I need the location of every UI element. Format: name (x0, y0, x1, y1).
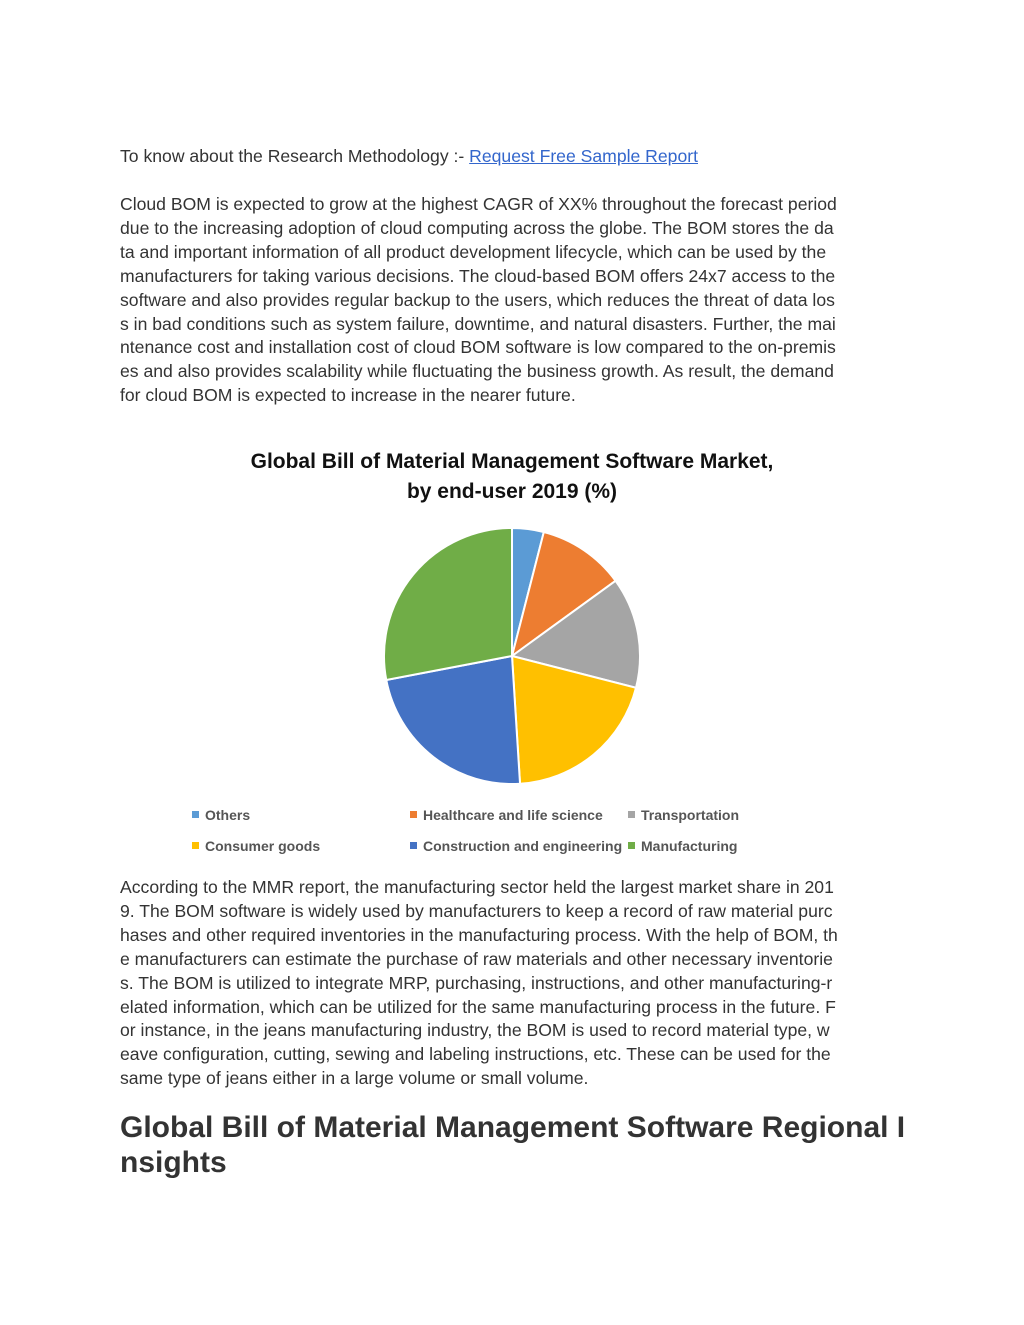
legend-label: Construction and engineering (423, 838, 623, 854)
legend-item (410, 838, 622, 854)
manufacturing-paragraph (120, 876, 910, 1091)
chart-legend (192, 807, 739, 854)
pie-slice-manufacturing (384, 528, 512, 680)
paragraph-line: e manufacturers can estimate the purchase of raw materials and other necessary inventorie (120, 948, 833, 969)
chart-subtitle: by end-user 2019 (%) (406, 480, 618, 503)
paragraph-line: same type of jeans either in a large volume or small volume. (120, 1068, 589, 1089)
pie-chart-svg (170, 440, 860, 870)
regional-insights-heading (120, 1110, 920, 1180)
request-sample-link[interactable]: Request Free Sample Report (469, 146, 698, 166)
chart-title: Global Bill of Material Management Software Market, (250, 450, 774, 473)
legend-swatch (410, 842, 417, 849)
legend-swatch (410, 811, 417, 818)
paragraph-line: eave configuration, cutting, sewing and labeling instructions, etc. These can be used for the (120, 1044, 831, 1065)
paragraph-line: software and also provides regular backup to the users, which reduces the threat of data los (120, 289, 835, 310)
methodology-prefix: To know about the Research Methodology :- (120, 146, 470, 166)
paragraph-line: According to the MMR report, the manufacturing sector held the largest market share in 201 (120, 877, 834, 897)
paragraph-line: or instance, in the jeans manufacturing industry, the BOM is used to record material type, w (120, 1020, 830, 1041)
paragraph-line: manufacturers for taking various decisions. The cloud-based BOM offers 24x7 access to the (120, 265, 836, 286)
legend-swatch (192, 842, 199, 849)
end-user-pie-chart (170, 440, 860, 870)
paragraph-line: ta and important information of all product development lifecycle, which can be used by the (120, 241, 827, 262)
legend-item (410, 807, 603, 823)
paragraph-line: for cloud BOM is expected to increase in the nearer future. (120, 385, 576, 406)
heading-line: Global Bill of Material Management Software Regional I (120, 1111, 906, 1144)
paragraph-line: due to the increasing adoption of cloud computing across the globe. The BOM stores the da (120, 217, 834, 238)
legend-label: Consumer goods (205, 838, 321, 854)
paragraph-line: s. The BOM is utilized to integrate MRP, purchasing, instructions, and other manufacturing-r (120, 972, 833, 993)
pie-slices (384, 528, 640, 784)
legend-item (192, 838, 320, 854)
paragraph-line: es and also provides scalability while fluctuating the business growth. As result, the demand (120, 361, 834, 382)
legend-label: Healthcare and life science (423, 807, 603, 823)
paragraph-line: hases and other required inventories in the manufacturing process. With the help of BOM, th (120, 924, 838, 945)
legend-swatch (192, 811, 199, 818)
legend-label: Manufacturing (641, 838, 738, 854)
legend-swatch (628, 842, 635, 849)
paragraph-line: elated information, which can be utilized for the same manufacturing process in the future. F (120, 996, 836, 1017)
heading-line: nsights (120, 1146, 227, 1179)
cloud-bom-paragraph (120, 193, 910, 408)
paragraph-line: 9. The BOM software is widely used by manufacturers to keep a record of raw material purc (120, 900, 833, 921)
legend-label: Others (205, 807, 251, 823)
paragraph-line: Cloud BOM is expected to grow at the highest CAGR of XX% throughout the forecast period (120, 194, 837, 214)
paragraph-line: s in bad conditions such as system failure, downtime, and natural disasters. Further, the mai (120, 313, 836, 334)
legend-swatch (628, 811, 635, 818)
legend-item (628, 807, 739, 823)
legend-label: Transportation (641, 807, 740, 823)
legend-item (628, 838, 737, 854)
methodology-line (120, 145, 910, 169)
paragraph-line: ntenance cost and installation cost of cloud BOM software is low compared to the on-premis (120, 337, 836, 358)
legend-item (192, 807, 250, 823)
